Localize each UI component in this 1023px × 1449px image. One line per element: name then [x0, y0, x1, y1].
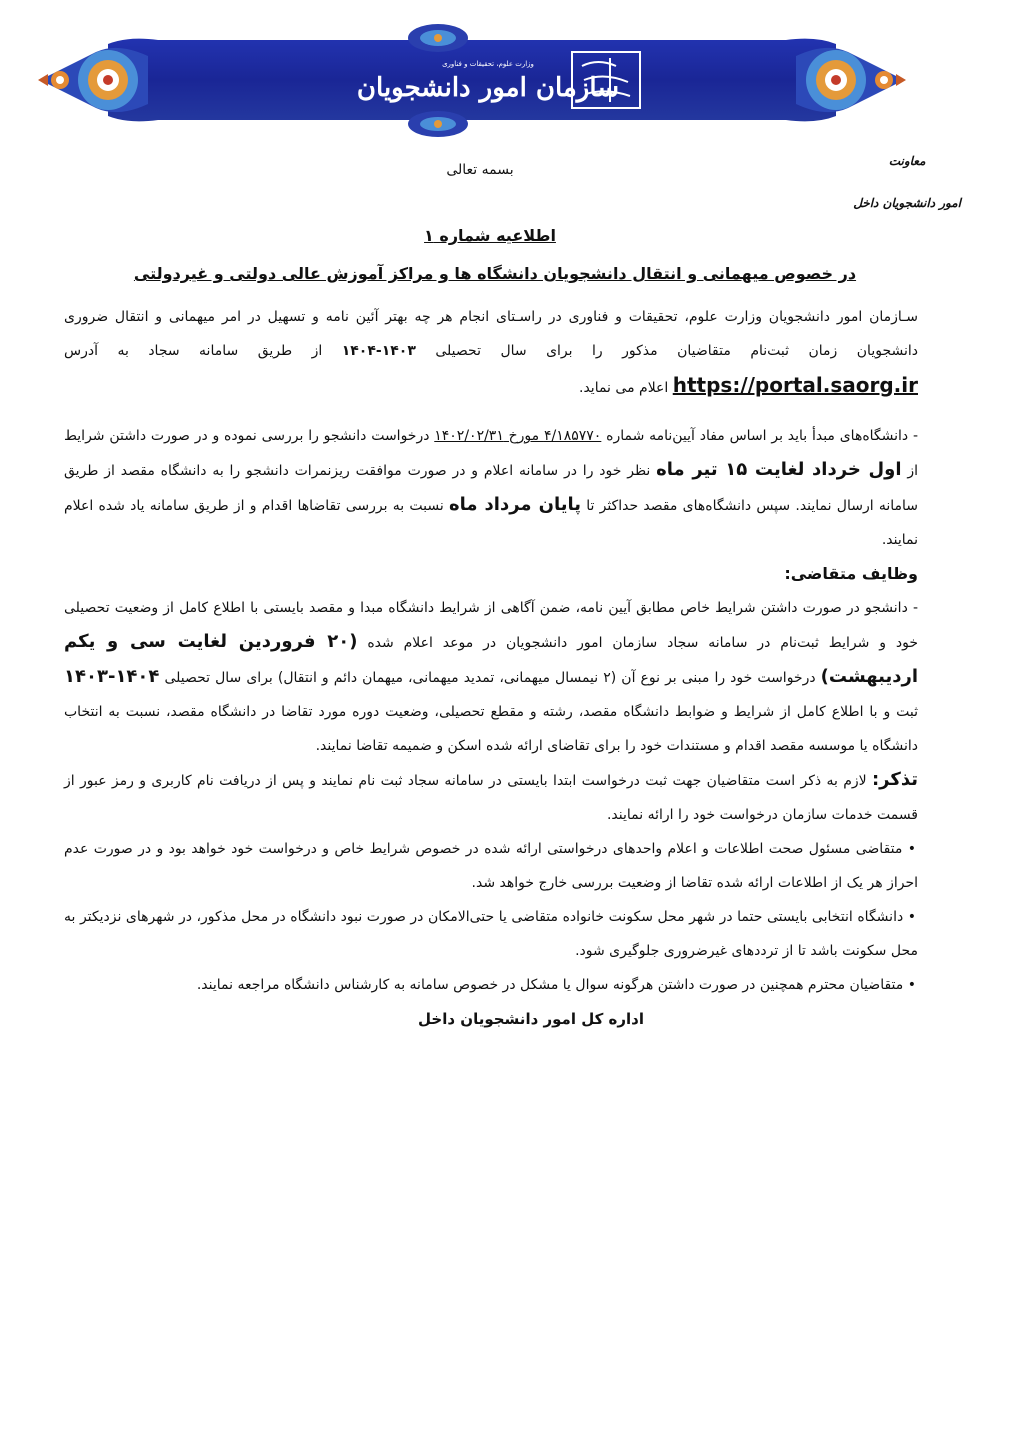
para1-text-1: - دانشگاه‌های مبدأ باید بر اساس مفاد آیین‌نامه شماره: [601, 428, 919, 444]
destination-deadline: پایان مرداد ماه: [448, 494, 581, 515]
intro-text-1: سـازمان امور دانشجویان وزارت علوم، تحقیقات و فناوری در راسـتای انجام هر چه بهتر آئین نامه و تسهیل در امر میهمانی و انتقال ضروری دانشجویان زمان ثبت‌نام متقاضیان مذکور را برای سال تحصیلی: [64, 309, 918, 359]
reminder-paragraph: [64, 763, 918, 832]
notice-title-text: اطلاعیه شماره ۱: [424, 226, 556, 245]
notice-title: [0, 226, 980, 245]
intro-text-2: از طریق سامانه سجاد به آدرس: [64, 343, 342, 359]
deputy-label: [853, 140, 961, 224]
para2-text-3: ثبت و با اطلاع کامل از شرایط و ضوابط دانشگاه مقصد، رشته و مقطع تحصیلی، وضعیت دوره مورد تقاضا در دانشگاه مقصد، نسبت به انتخاب دانشگاه یا موسسه مقصد اقدام و مستندات خود را برای تقاضای ارائه شده اسکن و ضمیمه تقاضا نمایند.: [64, 704, 918, 754]
reminder-label: تذکر:: [871, 769, 918, 790]
bottom-medallion-icon: [408, 111, 468, 137]
notice-subject-text: در خصوص میهمانی و انتقال دانشجویان دانشگاه ها و مراکز آموزش عالی دولتی و غیردولتی: [133, 264, 857, 283]
para2-text-2: درخواست خود را مبنی بر نوع آن (۲ نیمسال میهمانی، تمدید میهمانی، میهمان دائم و انتقال) برای سال تحصیلی: [159, 670, 821, 686]
academic-year: ۱۴۰۴-۱۴۰۳: [64, 666, 160, 687]
regulation-reference: ۴/۱۸۵۷۷۰ مورخ ۱۴۰۲/۰۲/۳۱: [434, 428, 602, 444]
origin-university-paragraph: [64, 419, 918, 557]
para1-text-2: درخواست دانشجو را بررسی نموده و در صورت داشتن شرایط از: [64, 428, 918, 479]
notice-subject: [0, 264, 990, 283]
notice-body: [64, 300, 918, 1036]
bullet-icon: •: [907, 909, 917, 925]
intro-years: ۱۴۰۳-۱۴۰۴: [341, 343, 416, 359]
reminder-text: لازم به ذکر است متقاضیان جهت ثبت درخواست ابتدا بایستی در سامانه سجاد ثبت نام نمایند و پس از دریافت نام کاربری و رمز عبور از قسمت خدمات سازمان درخواست خود را ارائه نمایند.: [64, 773, 918, 823]
intro-text-3: اعلام می نماید.: [579, 380, 673, 396]
intro-paragraph: [64, 300, 918, 405]
top-medallion-icon: [408, 24, 468, 52]
right-ornament-icon: [796, 48, 906, 112]
bullet-item: [64, 900, 918, 968]
bullet-item: [64, 832, 918, 900]
org-name: سازمان امور دانشجویان: [356, 73, 620, 103]
header-banner: [38, 22, 906, 138]
deputy-line-2: امور دانشجویان داخل: [853, 196, 961, 210]
ministry-name: وزارت علوم، تحقیقات و فناوری: [442, 60, 534, 68]
applicant-paragraph: [64, 591, 918, 763]
para2-text-1: - دانشجو در صورت داشتن شرایط خاص مطابق آیین نامه، ضمن آگاهی از شرایط دانشگاه مبدا و مقصد بایستی با اطلاع کامل از وضعیت تحصیلی خود و شرایط ثبت‌نام در سامانه سجاد سازمان امور دانشجویان در موعد اعلام شده: [64, 600, 918, 651]
bullet-item: [64, 968, 918, 1002]
signature: اداره کل امور دانشجویان داخل: [418, 1010, 644, 1028]
bullet-text: دانشگاه انتخابی بایستی حتما در شهر محل سکونت خانواده متقاضی یا حتی‌الامکان در صورت نبود دانشگاه در محل مذکور، در شهرهای نزدیکتر به محل سکونت باشد تا از ترددهای غیرضروری جلوگیری شود.: [64, 909, 918, 959]
bullet-text: متقاضی مسئول صحت اطلاعات و اعلام واحدهای درخواستی ارائه شده در خصوص شرایط خاص و درخواست خود خواهد بود و در صورت عدم احراز هر یک از اطلاعات ارائه شده تقاضا از وضعیت بررسی خارج خواهد شد.: [64, 841, 918, 891]
deputy-line-1: معاونت: [888, 154, 926, 168]
origin-deadline: اول خرداد لغایت ۱۵ تیر ماه: [656, 459, 902, 480]
bullet-icon: •: [907, 841, 916, 857]
registration-period: (۲۰ فروردین لغایت سی و یکم اردیبهشت): [64, 631, 919, 687]
bullet-text: متقاضیان محترم همچنین در صورت داشتن هرگونه سوال یا مشکل در خصوص سامانه به کارشناس دانشگاه مراجعه نمایند.: [196, 977, 904, 993]
left-ornament-icon: [38, 48, 148, 112]
portal-link[interactable]: https://portal.saorg.ir: [672, 373, 918, 397]
bullet-icon: •: [907, 977, 916, 993]
para1-text-4: نسبت به بررسی تقاضاها اقدام و از طریق سامانه یاد شده اعلام نمایند.: [64, 498, 918, 548]
para1-text-3: نظر خود را در سامانه اعلام و در صورت موافقت ریزنمرات دانشجو را به دانشگاه مقصد از طریق سامانه ارسال نمایند. سپس دانشگاه‌های مقصد حداکثر تا: [64, 463, 918, 514]
bismillah: بسمه تعالی: [446, 162, 514, 178]
duties-title: وظایف متقاضی:: [784, 564, 918, 583]
